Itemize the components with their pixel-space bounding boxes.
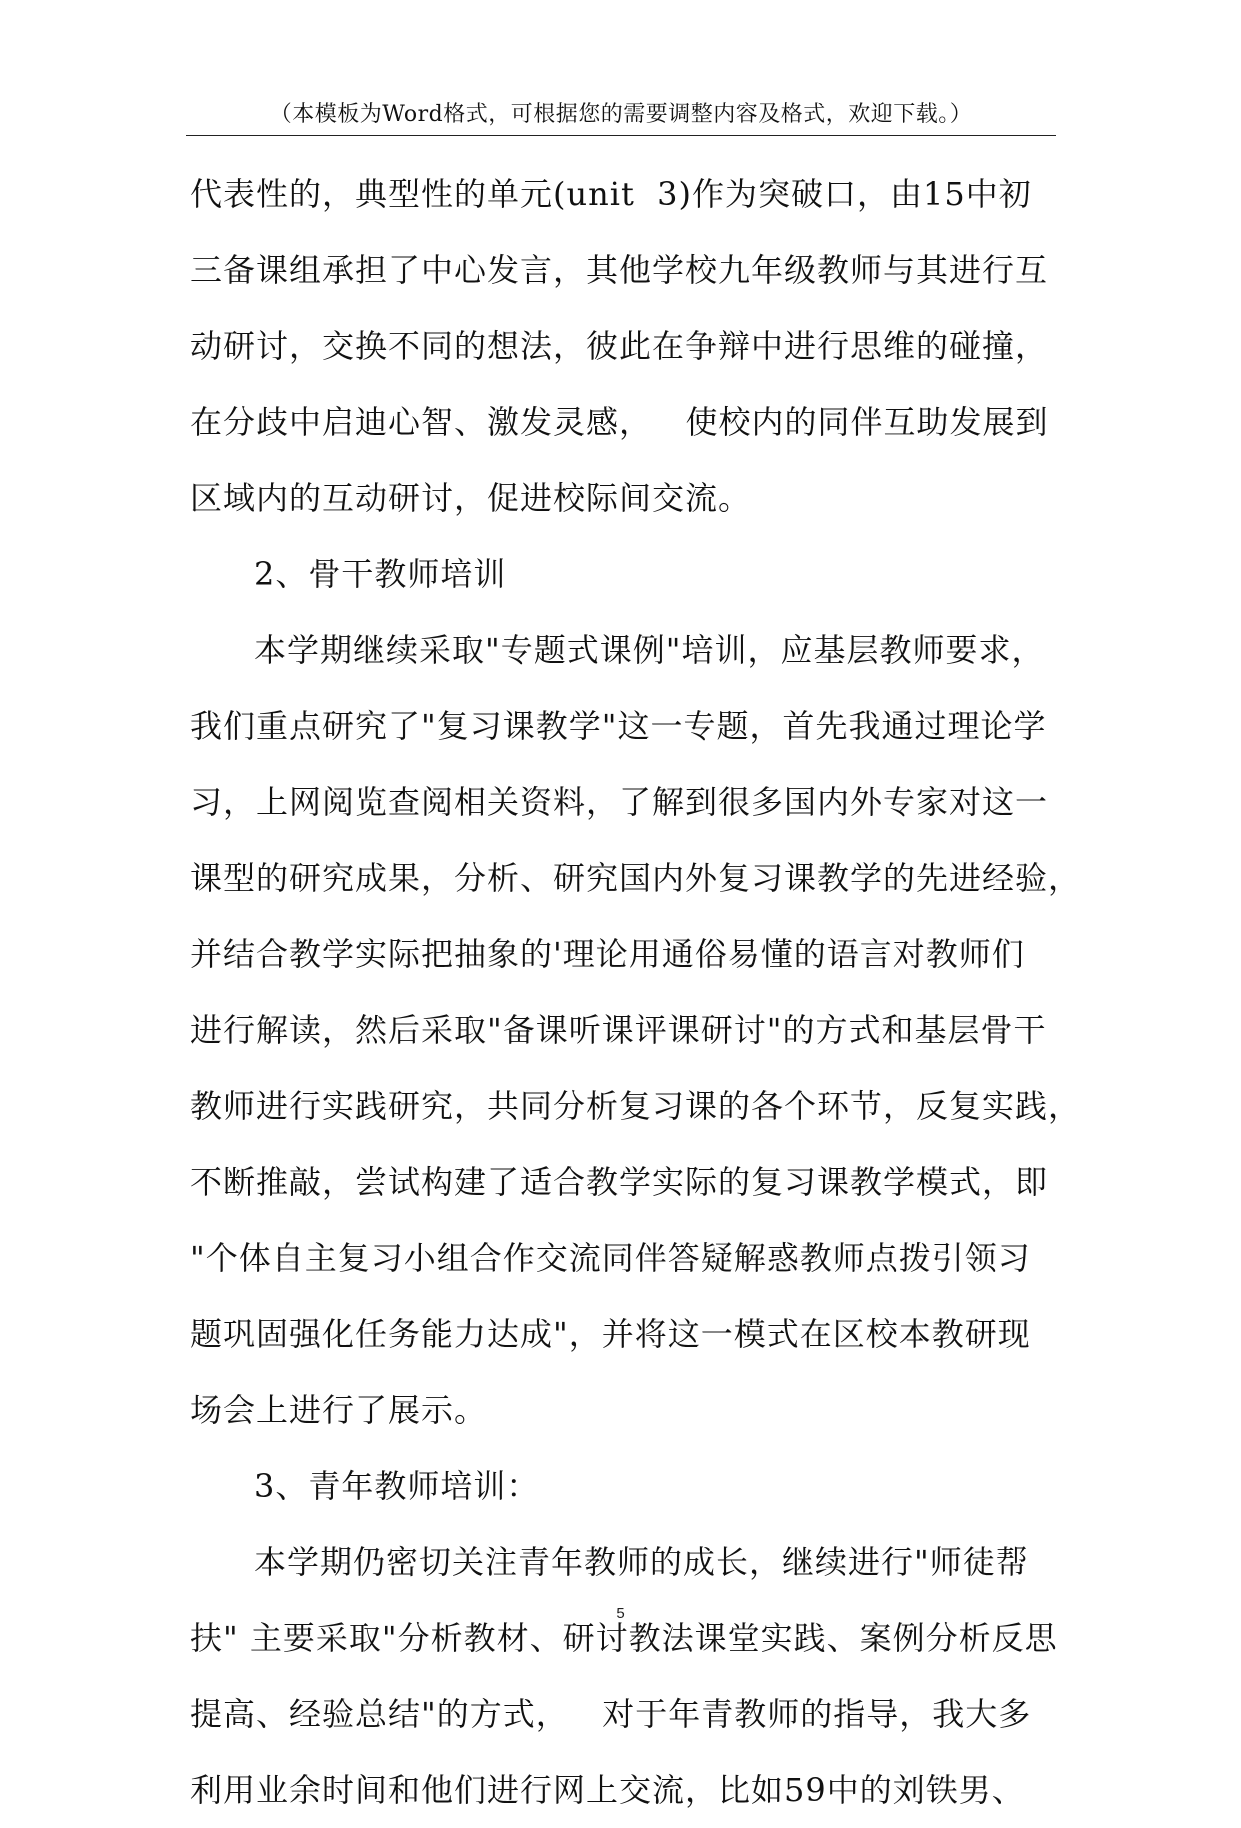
body-line: 动研讨，交换不同的想法，彼此在争辩中进行思维的碰撞， <box>190 327 1049 365</box>
page-number: 5 <box>616 1605 625 1622</box>
body-line: 代表性的，典型性的单元(unit 3)作为突破口，由15中初 <box>190 175 1032 213</box>
body-line: 我们重点研究了"复习课教学"这一专题，首先我通过理论学 <box>190 707 1047 745</box>
document-body <box>190 156 1082 1828</box>
body-line: 习，上网阅览查阅相关资料，了解到很多国内外专家对这一 <box>190 783 1049 821</box>
body-line: 进行解读，然后采取"备课听课评课研讨"的方式和基层骨干 <box>190 1011 1047 1049</box>
section-heading: 3、青年教师培训： <box>254 1467 540 1505</box>
body-line: 并结合教学实际把抽象的'理论用通俗易懂的语言对教师们 <box>190 935 1025 973</box>
body-line: 场会上进行了展示。 <box>190 1391 488 1429</box>
body-line: "个体自主复习小组合作交流同伴答疑解惑教师点拨引领习 <box>190 1239 1031 1277</box>
body-line: 三备课组承担了中心发言，其他学校九年级教师与其进行互 <box>190 251 1049 289</box>
paragraph-first-line: 本学期仍密切关注青年教师的成长，继续进行"师徒帮 <box>254 1543 1029 1581</box>
paragraph-first-line: 本学期继续采取"专题式课例"培训，应基层教师要求， <box>254 631 1045 669</box>
body-line: 课型的研究成果，分析、研究国内外复习课教学的先进经验， <box>190 859 1082 897</box>
body-line: 教师进行实践研究，共同分析复习课的各个环节，反复实践， <box>190 1087 1082 1125</box>
body-line: 利用业余时间和他们进行网上交流，比如59中的刘铁男、 <box>190 1771 1025 1809</box>
section-heading: 2、骨干教师培训 <box>254 555 507 593</box>
body-line: 提高、经验总结"的方式， 对于年青教师的指导，我大多 <box>190 1695 1032 1733</box>
header-note: （本模板为Word格式，可根据您的需要调整内容及格式，欢迎下载。） <box>269 102 973 127</box>
body-line: 扶" 主要采取"分析教材、研讨教法课堂实践、案例分析反思 <box>190 1619 1058 1657</box>
body-line: 在分歧中启迪心智、激发灵感， 使校内的同伴互助发展到 <box>190 403 1049 441</box>
body-line: 区域内的互动研讨，促进校际间交流。 <box>190 479 752 517</box>
header-rule <box>186 135 1056 136</box>
body-line: 题巩固强化任务能力达成"，并将这一模式在区校本教研现 <box>190 1315 1031 1353</box>
body-line: 不断推敲，尝试构建了适合教学实际的复习课教学模式，即 <box>190 1163 1049 1201</box>
